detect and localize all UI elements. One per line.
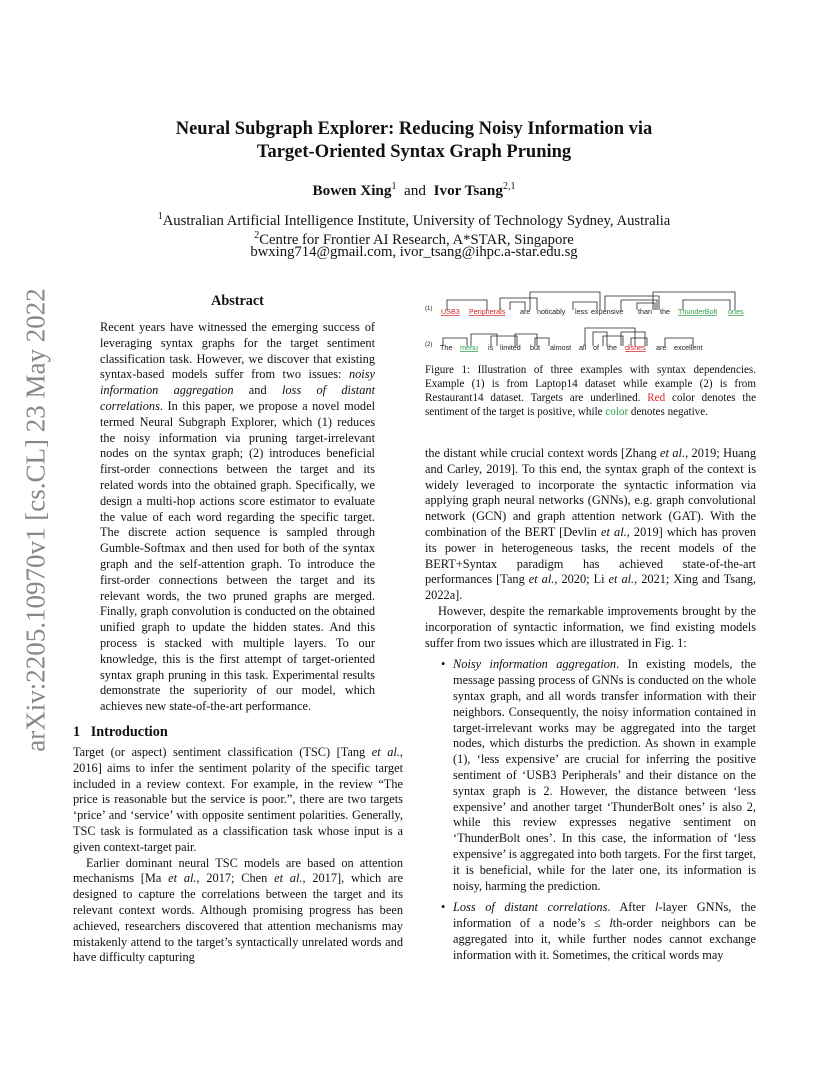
example-number: (1) — [425, 306, 433, 312]
sentence-word: noticably — [537, 307, 566, 316]
example-2-sentence — [425, 342, 702, 352]
r-p1-c: , 2019] which has proven its power in heterogeneous tasks, the recent models of the BERT+Syntax paradigm has achieved state-of-the-art performances [Tang — [425, 524, 756, 587]
intro-body — [73, 745, 403, 966]
caption-text-c: denotes negative. — [628, 406, 708, 418]
section-heading-introduction — [73, 724, 168, 741]
caption-text-b: color denotes the sentiment of the target is positive, while — [425, 392, 756, 418]
title-line-2: Target-Oriented Syntax Graph Pruning — [256, 142, 572, 162]
section-number: 1 — [73, 724, 81, 740]
intro-paragraph-2 — [73, 856, 403, 967]
example-1-sentence — [425, 306, 744, 316]
right-column-body — [425, 446, 756, 964]
intro-p2-etal-2: et al. — [274, 871, 303, 886]
author-emails: bwxing714@gmail.com, ivor_tsang@ihpc.a-star.edu.sg — [250, 244, 578, 260]
abstract-body — [100, 320, 375, 715]
right-paragraph-2: However, despite the remarkable improvements brought by the incorporation of syntactic information, we find existing models suffer from two issues which are illustrated in Fig. 1: — [425, 603, 756, 650]
issue-1-title: Noisy information aggregation — [453, 657, 617, 672]
section-title: Introduction — [90, 724, 168, 740]
sentence-word: excellent — [674, 343, 703, 352]
sentence-word: expensive — [591, 307, 624, 316]
issues-list — [425, 657, 756, 963]
sentence-word: The — [440, 343, 453, 352]
caption-green-word: color — [605, 406, 629, 418]
issue-2-text-a: . After — [607, 900, 655, 915]
sentence-word: almost — [550, 343, 572, 352]
sentence-word: ThunderBolt — [678, 307, 718, 316]
intro-p2-etal-1: et al. — [168, 871, 197, 886]
intro-p1-etal: et al. — [371, 745, 400, 759]
r-p1-etal-2: et al. — [600, 524, 627, 539]
abstract-issue-1: noisy information aggregation — [100, 367, 375, 398]
author-1: Bowen Xing — [312, 182, 392, 199]
intro-p2-b: , 2017; Chen — [196, 871, 275, 886]
sentence-word: limited — [500, 343, 521, 352]
sentence-word: Peripherals — [469, 307, 506, 316]
intro-p2-a: Earlier dominant neural TSC models are based on attention mechanisms [Ma — [73, 855, 403, 886]
dep-arc — [500, 298, 537, 310]
sentence-word: dishes — [625, 343, 646, 352]
intro-paragraph-1 — [73, 745, 403, 856]
sentence-word: the — [607, 343, 617, 352]
figure-1-caption — [425, 363, 756, 419]
issue-2-text-b: -layer GNNs, the information of a node’s ≤ — [453, 900, 757, 931]
abstract-text-b: and — [233, 383, 282, 398]
affil-2-sup: 2 — [254, 230, 260, 241]
sentence-word: is — [488, 343, 494, 352]
issue-noisy-aggregation — [425, 657, 756, 894]
r-p1-etal-1: et al. — [660, 446, 686, 460]
r-p1-d: , 2020; Li — [554, 572, 609, 587]
sentence-word: the — [660, 307, 670, 316]
example-number: (2) — [425, 342, 433, 348]
issue-2-text-c: th-order neighbors can be aggregated into it, while further nodes cannot exchange information with it. Sometimes, the critical words may — [453, 916, 756, 962]
sentence-word: than — [638, 307, 652, 316]
issue-distant-correlations — [425, 900, 756, 963]
intro-p2-c: , 2017], which are designed to capture the correlations between the target and its relevant context words. Although promising progress has been achieved, researchers discovered that attention mechanisms may mistakenly attend to the target’s syntactically unrelated words and have difficulty capturing — [73, 871, 403, 965]
sentence-word: of — [593, 343, 599, 352]
figure-1-dependency-trees — [425, 288, 756, 358]
intro-p1-b: , 2016] aims to infer the sentiment polarity of the specific target included in a review context. For example, in the review “The price is reasonable but the service is poor.”, there are two targets ‘price’ and ‘service’ with opposite sentiment polarities. Generally, TSC task is formulated as a classification task whose input is a given context-target pair. — [73, 745, 403, 854]
issue-2-l-1: l — [654, 900, 659, 915]
caption-red-word: Red — [647, 392, 666, 404]
sentence-word: USB3 — [441, 307, 460, 316]
affil-1-sup: 1 — [157, 211, 163, 222]
title-line-1: Neural Subgraph Explorer: Reducing Noisy Information via — [175, 119, 653, 139]
right-paragraph-1 — [425, 446, 756, 604]
r-p1-etal-4: et al. — [608, 572, 635, 587]
author-and: and — [404, 182, 426, 199]
abstract-heading: Abstract — [211, 293, 264, 309]
caption-text-a: Figure 1: Illustration of three examples with syntax dependencies. Example (1) is from Laptop14 dataset while example (2) is from Restaurant14 dataset. Targets are underlined. — [425, 364, 756, 404]
affil-1-text: Australian Artificial Intelligence Institute, University of Technology Sydney, Australia — [162, 213, 671, 229]
sentence-word: less — [575, 307, 588, 316]
author-2: Ivor Tsang — [433, 182, 503, 199]
sentence-word: but — [530, 343, 540, 352]
abstract-text-c: . In this paper, we propose a novel model termed Neural Subgraph Explorer, which (1) reduces the noisy information via pruning target-irrelevant nodes on the syntax graph; (2) introduces beneficial first-order connections between the target and its related words into the obtained graph. Specifically, we design a multi-hop actions score estimator to evaluate the value of each word regarding the specific target. The discrete action sequence is sampled through Gumble-Softmax and then used for both of the syntax graph and the self-attention graph. To introduce the first-order connections between the target and its relevant words, the two pruned graphs are merged. Finally, graph convolution is conducted on the obtained unified graph to update the hidden states. And this process is stacked with multiple layers. To our knowledge, this is the first attempt of target-oriented syntax graph pruning in this task. Experimental results demonstrate the superiority of our model, which achieves new state-of-the-art performance. — [100, 398, 375, 714]
author-1-affil: 1 — [391, 181, 397, 192]
paper-title — [100, 118, 728, 164]
abstract-issue-2: loss of distant correlations — [100, 383, 375, 413]
affil-2-text: Centre for Frontier AI Research, A*STAR, Singapore — [259, 232, 574, 248]
arxiv-id: arXiv:2205.10970v1 [cs.CL] 23 May 2022 — [20, 288, 51, 752]
sentence-word: menu — [460, 343, 478, 352]
issue-2-title: Loss of distant correlations — [453, 900, 608, 915]
sentence-word: are — [656, 343, 667, 352]
author-2-affil: 2,1 — [502, 181, 516, 192]
dependency-diagram — [425, 288, 756, 358]
abstract-text-a: Recent years have witnessed the emerging success of leveraging syntax graphs for the target sentiment classification task. However, we discover that existing syntax-based models suffer from two issues: — [100, 320, 375, 382]
r-p1-b: , 2019; Huang and Carley, 2019]. To this end, the syntax graph of the context is widely leveraged to incorporate the syntactic information via applying graph neural networks (GNNs), e.g. graph convolutional network (GCN) and graph attention network (GAT). With the combination of the BERT [Devlin — [425, 446, 756, 539]
sentence-word: are — [520, 307, 531, 316]
r-p1-etal-3: et al. — [528, 572, 555, 587]
issue-2-l-2: l — [609, 916, 613, 931]
arxiv-stamp — [16, 280, 56, 760]
authors — [100, 181, 728, 200]
intro-p1-a: Target (or aspect) sentiment classification (TSC) [Tang — [73, 745, 372, 759]
sentence-word: all — [579, 343, 587, 352]
r-p1-a: the distant while crucial context words [Zhang — [425, 446, 661, 460]
sentence-word: ones — [728, 307, 744, 316]
r-p1-e: , 2021; Xing and Tsang, 2022a]. — [425, 572, 757, 603]
issue-1-text: . In existing models, the message passing process of GNNs is conducted on the whole syntax graph, and all words transfer information with their neighbors. Consequently, the noisy information contained in target-irrelevant works may be aggregated into the target nodes, which disturbs the prediction. As shown in example (1), ‘less expensive’ are crucial for inferring the positive sentiment of ‘USB3 Peripherals’ and their distance on the syntax graph is 2. However, the distance between ‘less expensive’ and another target ‘ThunderBolt ones’ is also 2, while this review expresses negative sentiment on ‘ThunderBolt ones’. In this case, the information of ‘less expensive’ is aggregated into both targets. For the first target, it is beneficial, while for the later one, its information is noisy, harming the prediction. — [453, 657, 756, 893]
